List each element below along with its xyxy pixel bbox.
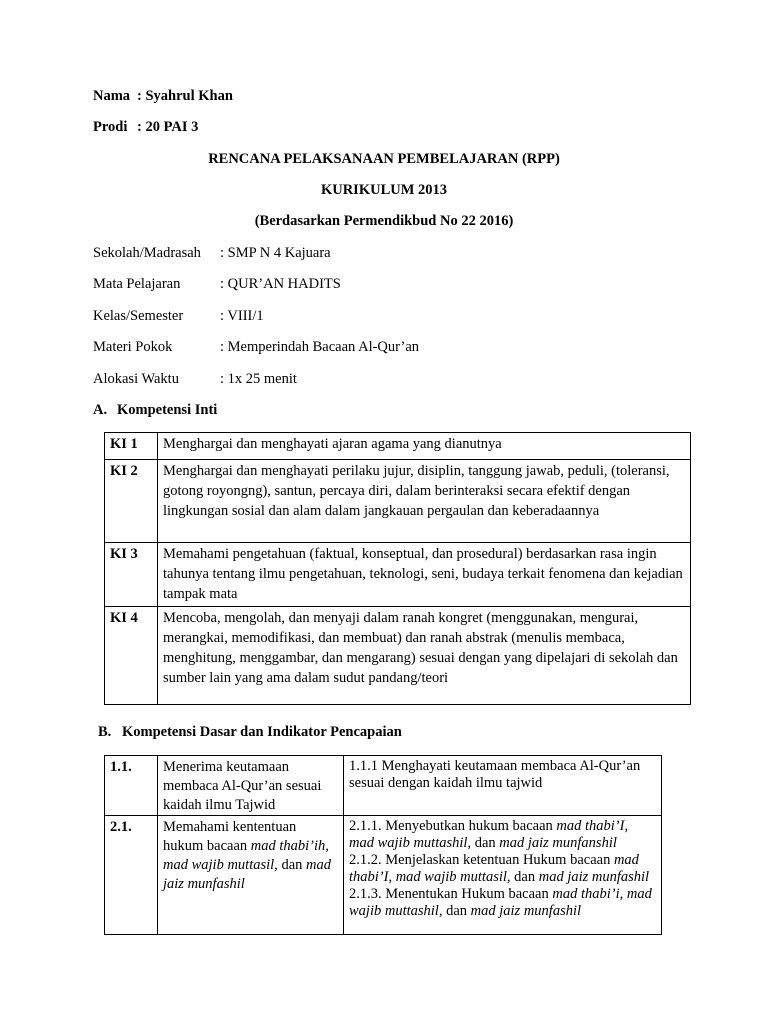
section-a-heading — [93, 402, 217, 419]
info-label: Sekolah/Madrasah — [93, 245, 201, 261]
table-row — [105, 756, 662, 816]
indicator-text: 1.1.1 Menghayati keutamaan membaca Al-Qur’an sesuai dengan kaidah ilmu tajwid — [349, 758, 641, 791]
info-sekolah — [93, 245, 331, 262]
indicator-text: 2.1.3. Menentukan Hukum bacaan — [349, 886, 553, 902]
info-value: : Memperindah Bacaan Al-Qur’an — [220, 339, 420, 355]
nama-line — [93, 88, 233, 105]
kompetensi-inti-table — [104, 432, 691, 705]
ki-description: Memahami pengetahuan (faktual, konseptual, dan prosedural) berdasarkan rasa ingin tahunya tentang ilmu pengetahuan, teknologi, seni, budaya terkait fenomena dan kejadian tampak mata — [158, 543, 691, 607]
info-materi-pokok — [93, 339, 419, 356]
ki-description: Menghargai dan menghayati perilaku jujur, disiplin, tanggung jawab, peduli, (toleransi, gotong royongng), santun, percaya diri, dalam berinteraksi secara efektif dengan lingkungan sosial dan alam dalam jangkauan pergaulan dan keberadaannya — [158, 460, 691, 543]
prodi-value: : 20 PAI 3 — [137, 119, 199, 135]
table-row — [105, 543, 691, 607]
info-mata-pelajaran — [93, 276, 341, 293]
kd-text: Memahami kententuan hukum bacaan — [163, 819, 297, 854]
info-label: Materi Pokok — [93, 339, 173, 355]
nama-label: Nama — [93, 88, 131, 104]
table-row — [105, 460, 691, 543]
indicator-item — [349, 852, 656, 886]
info-value: : 1x 25 menit — [220, 371, 297, 387]
indicator-cell — [344, 756, 662, 816]
kd-text: dan — [277, 857, 306, 873]
indicator-text: 2.1.1. Menyebutkan hukum bacaan — [349, 818, 557, 834]
kd-term: mad thabi’ih, mad wajib muttasil, — [163, 838, 329, 873]
indicator-term: mad thabi’I, mad wajib muttashil, — [349, 818, 629, 851]
ki-code: KI 4 — [105, 607, 158, 705]
info-label: Mata Pelajaran — [93, 276, 181, 292]
indicator-cell — [344, 816, 662, 935]
indicator-term: mad thabi’I, mad wajib muttasil, — [349, 852, 639, 885]
section-title: Kompetensi Dasar dan Indikator Pencapaian — [122, 724, 402, 740]
kd-term: mad jaiz munfashil — [163, 857, 331, 892]
indicator-term: mad jaiz munfashil — [470, 903, 582, 919]
prodi-line — [93, 119, 198, 136]
info-alokasi-waktu — [93, 371, 297, 388]
indicator-item — [349, 886, 656, 920]
doc-subtitle-kurikulum: KURIKULUM 2013 — [320, 182, 448, 198]
indicator-text: 2.1.2. Menjelaskan ketentuan Hukum bacaan — [349, 852, 614, 868]
indicator-term: mad jaiz munfashil — [538, 869, 650, 885]
kd-number: 2.1. — [105, 816, 158, 935]
prodi-label: Prodi — [93, 119, 128, 135]
ki-code: KI 2 — [105, 460, 158, 543]
indicator-term: mad jaiz munfanshil — [499, 835, 617, 851]
section-number: A. — [93, 402, 108, 418]
table-row — [105, 607, 691, 705]
info-value: : SMP N 4 Kajuara — [220, 245, 331, 261]
table-row — [105, 433, 691, 460]
ki-code: KI 1 — [105, 433, 158, 460]
info-label: Kelas/Semester — [93, 308, 184, 324]
kd-description: Menerima keutamaan membaca Al-Qur’an sesuai kaidah ilmu Tajwid — [158, 756, 344, 816]
indicator-text: dan — [510, 869, 539, 885]
info-label: Alokasi Waktu — [93, 371, 179, 387]
info-kelas-semester — [93, 308, 264, 325]
section-b-heading — [98, 724, 402, 741]
table-row — [105, 816, 662, 935]
kd-number: 1.1. — [105, 756, 158, 816]
kd-description — [158, 816, 344, 935]
ki-description: Menghargai dan menghayati ajaran agama yang dianutnya — [158, 433, 691, 460]
ki-code: KI 3 — [105, 543, 158, 607]
nama-value: : Syahrul Khan — [137, 88, 233, 104]
kompetensi-dasar-table — [104, 755, 662, 935]
doc-subtitle-permendikbud: (Berdasarkan Permendikbud No 22 2016) — [254, 213, 514, 229]
doc-title: RENCANA PELAKSANAAN PEMBELAJARAN (RPP) — [208, 151, 560, 167]
indicator-item — [349, 818, 656, 852]
ki-description: Mencoba, mengolah, dan menyaji dalam ranah kongret (menggunakan, mengurai, merangkai, memodifikasi, dan membuat) dan ranah abstrak (menulis membaca, menghitung, menggambar, dan mengarang) sesuai dengan yang dipelajari di sekolah dan sumber lain yang ama dalam sudut pandang/teori — [158, 607, 691, 705]
info-value: : VIII/1 — [220, 308, 264, 324]
info-value: : QUR’AN HADITS — [220, 276, 341, 292]
section-title: Kompetensi Inti — [117, 402, 218, 418]
indicator-text: dan — [442, 903, 471, 919]
indicator-text: dan — [471, 835, 500, 851]
indicator-term: mad thabi’i, mad wajib muttashil, — [349, 886, 652, 919]
section-number: B. — [98, 724, 112, 740]
